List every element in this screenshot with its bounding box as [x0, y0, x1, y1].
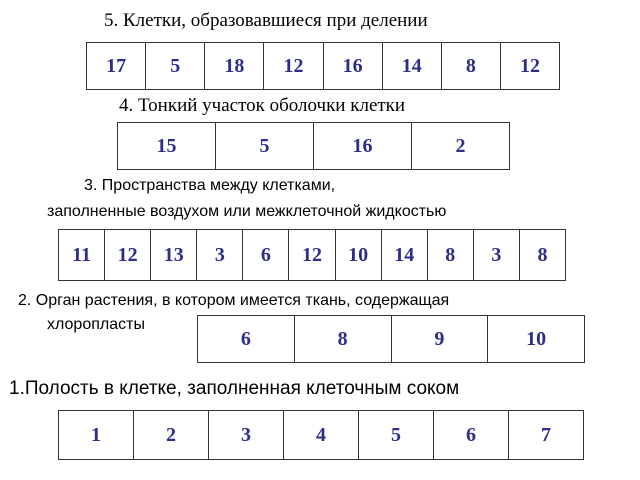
number-cell: 15 [118, 123, 216, 169]
number-cell: 5 [359, 411, 434, 459]
section-3-title-line2: заполненные воздухом или межклеточной жидкостью [47, 203, 447, 220]
number-cell: 8 [428, 230, 474, 280]
number-cell: 16 [314, 123, 412, 169]
section-2-title-line2: хлоропласты [47, 316, 145, 333]
number-cell: 10 [336, 230, 382, 280]
number-cell: 5 [216, 123, 314, 169]
section-5-title: 5. Клетки, образовавшиеся при делении [104, 10, 428, 31]
number-cell: 4 [284, 411, 359, 459]
number-cell: 1 [59, 411, 134, 459]
number-cell: 16 [324, 43, 383, 89]
number-cell: 12 [105, 230, 151, 280]
number-cell: 6 [434, 411, 509, 459]
number-cell: 9 [392, 316, 489, 362]
number-cell: 17 [87, 43, 146, 89]
number-cell: 7 [509, 411, 584, 459]
section-4-cells [117, 122, 510, 170]
number-cell: 8 [295, 316, 392, 362]
number-cell: 6 [198, 316, 295, 362]
number-cell: 14 [382, 230, 428, 280]
number-cell: 8 [442, 43, 501, 89]
number-cell: 6 [243, 230, 289, 280]
section-3-cells [58, 229, 566, 281]
number-cell: 12 [501, 43, 560, 89]
section-3-title-line1: 3. Пространства между клетками, [84, 177, 336, 194]
section-4-title: 4. Тонкий участок оболочки клетки [119, 95, 406, 116]
number-cell: 10 [488, 316, 585, 362]
number-cell: 14 [383, 43, 442, 89]
number-cell: 5 [146, 43, 205, 89]
number-cell: 18 [205, 43, 264, 89]
section-2-cells [197, 315, 585, 363]
number-cell: 2 [134, 411, 209, 459]
section-1-cells [58, 410, 584, 460]
number-cell: 3 [197, 230, 243, 280]
number-cell: 12 [289, 230, 335, 280]
section-1-title: 1.Полость в клетке, заполненная клеточным соком [9, 378, 460, 399]
number-cell: 3 [209, 411, 284, 459]
number-cell: 11 [59, 230, 105, 280]
number-cell: 12 [264, 43, 323, 89]
number-cell: 8 [520, 230, 566, 280]
number-cell: 3 [474, 230, 520, 280]
number-cell: 2 [412, 123, 510, 169]
section-2-title-line1: 2. Орган растения, в котором имеется ткань, содержащая [18, 292, 450, 309]
section-5-cells [86, 42, 560, 90]
number-cell: 13 [151, 230, 197, 280]
